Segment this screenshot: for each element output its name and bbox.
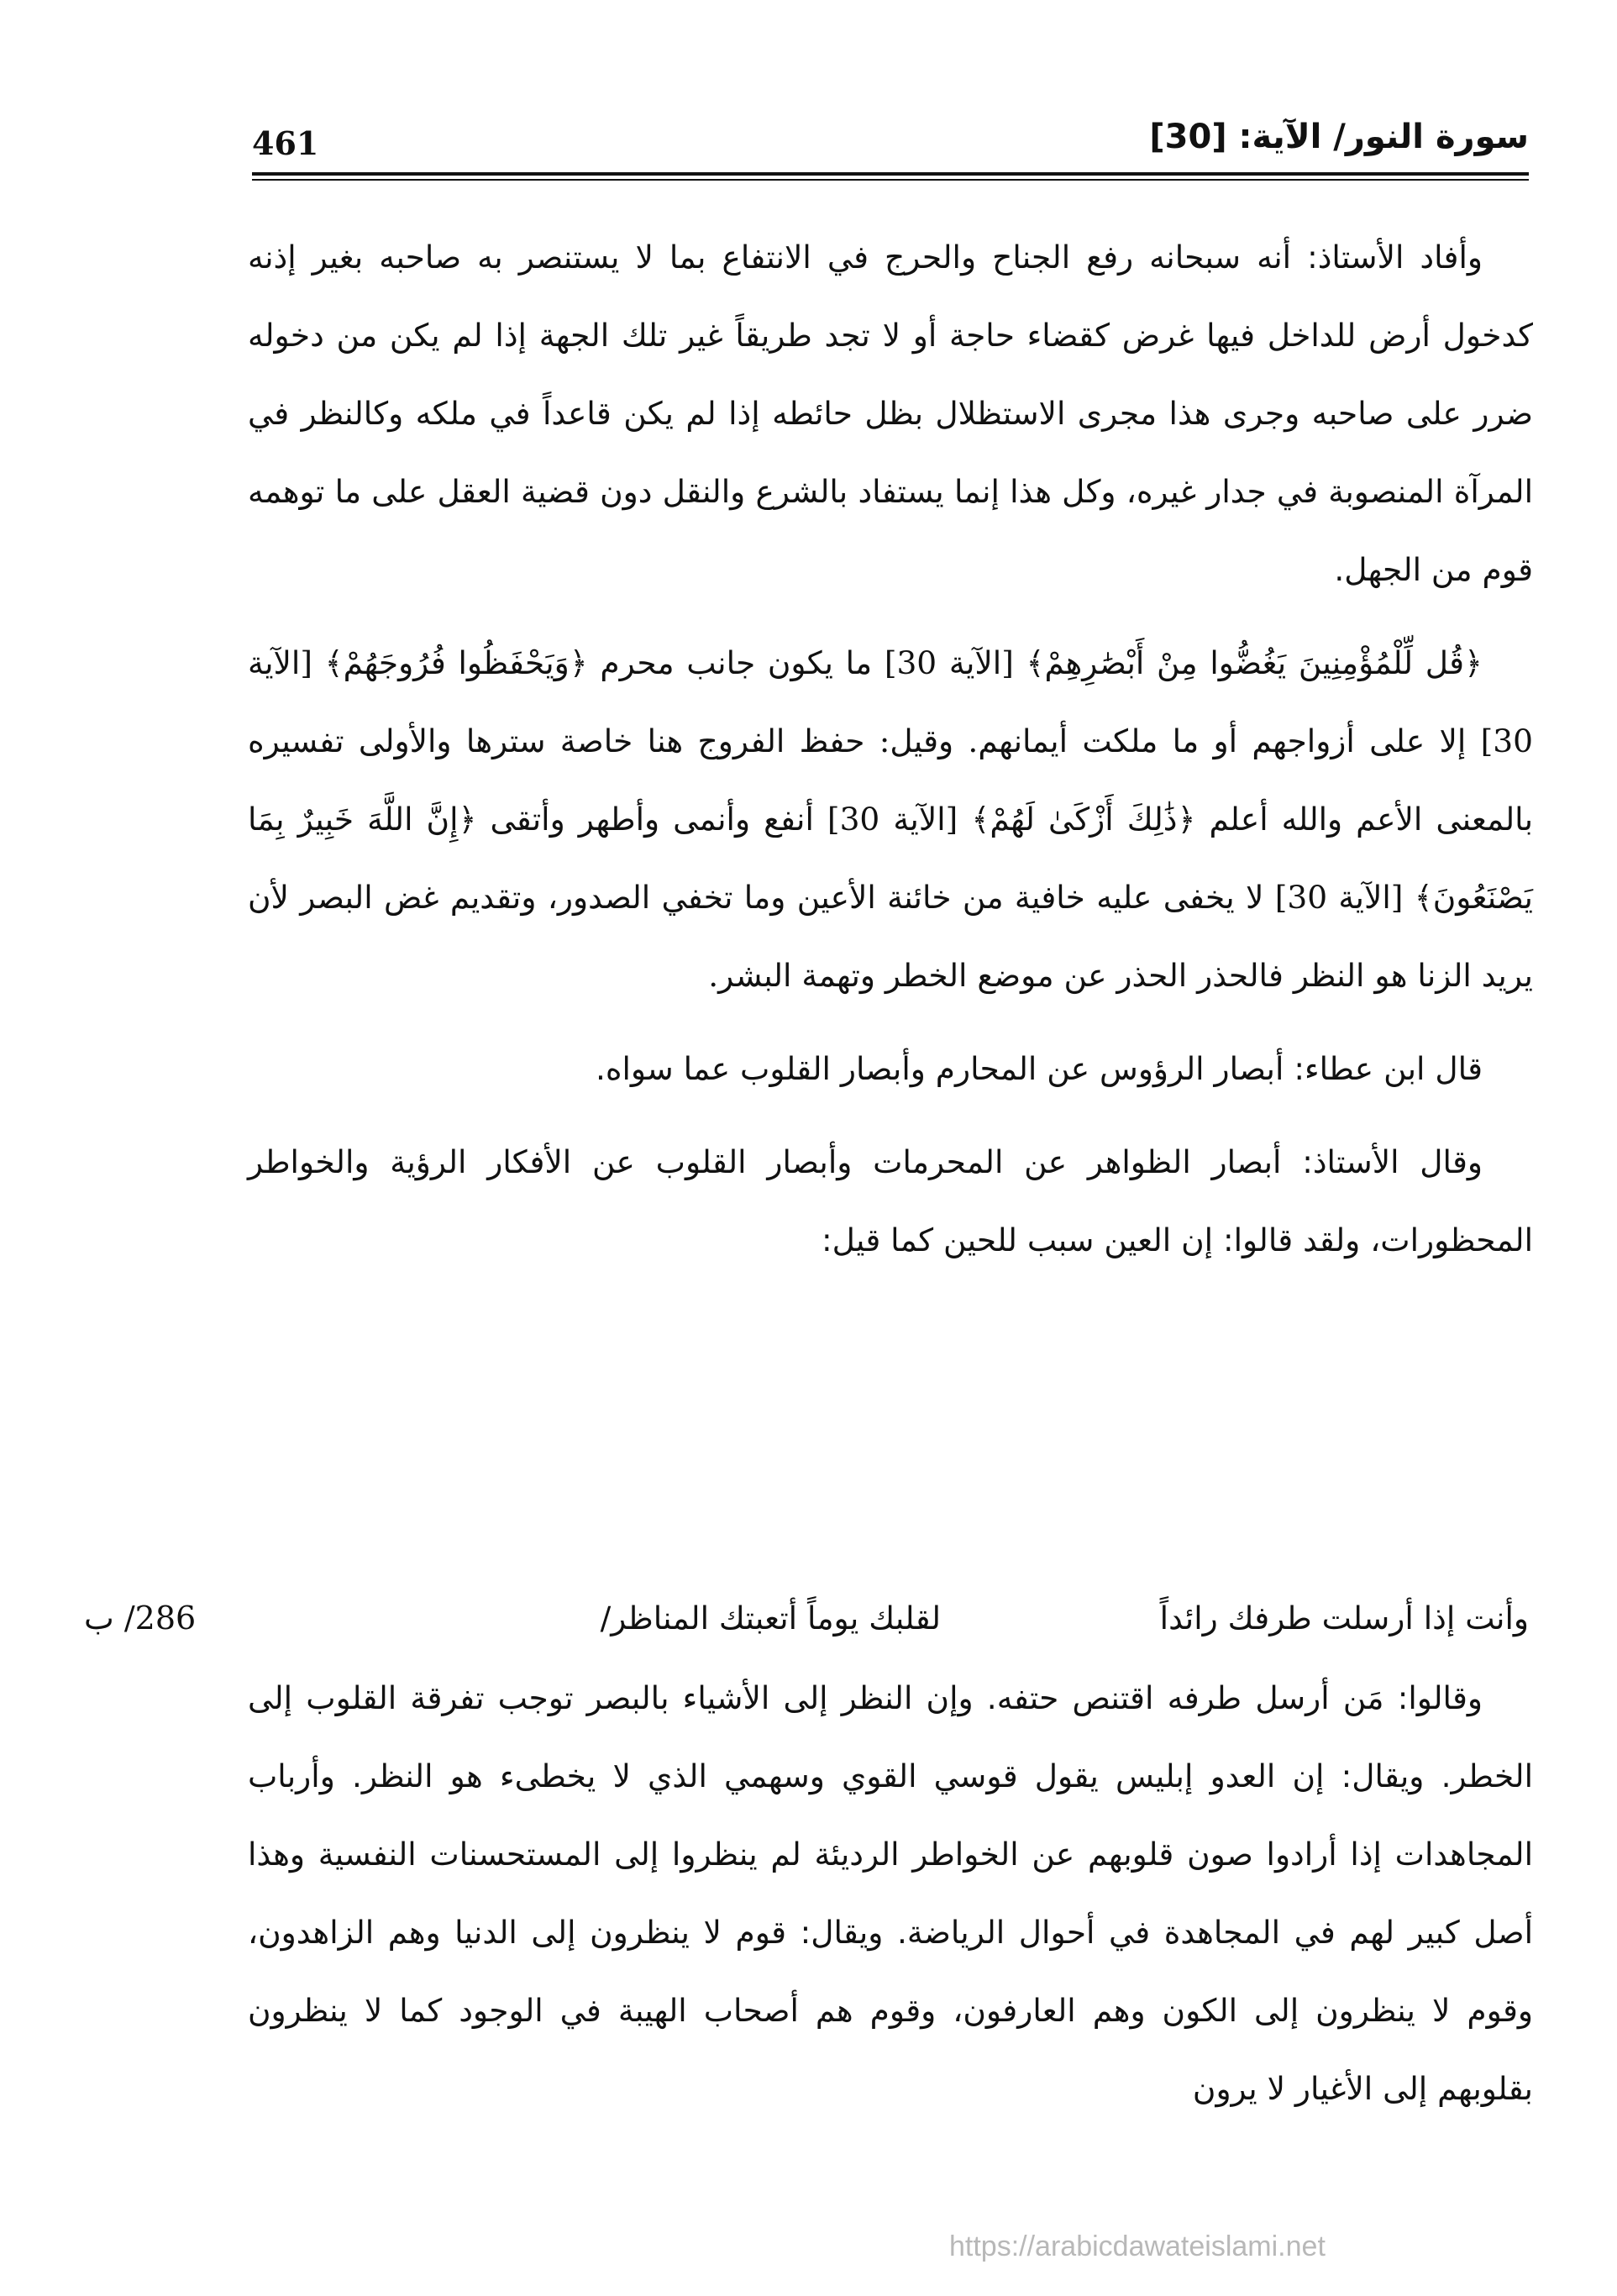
manuscript-folio-note: 286/ ب (84, 1600, 197, 1637)
main-text-continued (248, 1659, 1533, 2128)
main-text (248, 218, 1533, 1279)
page-number: 461 (252, 124, 319, 162)
header-rule-thin (252, 179, 1529, 181)
watermark-url: https://arabicdawateislami.net (949, 2230, 1326, 2262)
paragraph-ustadh-said: وقال الأستاذ: أبصار الظواهر عن المحرمات وأبصار القلوب عن الأفكار الرؤية والخواطر المحظورات، ولقد قالوا: إن العين سبب للحين كما قيل: (248, 1143, 1533, 1258)
poetry-verse (84, 1579, 1529, 1658)
paragraph-ustadh-benefit: وأفاد الأستاذ: أنه سبحانه رفع الجناح والحرج في الانتفاع بما لا يستنصر به صاحبه بغير إذنه كدخول أرض للداخل فيها غرض كقضاء حاجة أو لا تجد طريقاً غير تلك الجهة إذا لم يكن من دخوله ضرر على صاحبه وجرى هذا مجرى الاستظلال بظل حائطه إذا لم يكن قاعداً في ملكه وكالنظر في المرآة المنصوبة في جدار غيره، وكل هذا إنما يستفاد بالشرع والنقل دون قضية العقل على ما توهمه قوم من الجهل. (248, 239, 1533, 588)
verse-first-hemistich: وأنت إذا أرسلت طرفك رائداً (1159, 1600, 1529, 1637)
paragraph-they-said: وقالوا: مَن أرسل طرفه اقتنص حتفه. وإن النظر إلى الأشياء بالبصر توجب تفرقة القلوب إلى الخطر. ويقال: إن العدو إبليس يقول قوسي القوي وسهمي الذي لا يخطىء هو النظر. وأرباب المجاهدات إذا أرادوا صون قلوبهم عن الخواطر الرديئة لم ينظروا إلى المستحسنات النفسية وهذا أصل كبير لهم في المجاهدة في أحوال الرياضة. ويقال: قوم لا ينظرون إلى الدنيا وهم الزاهدون، وقوم لا ينظرون إلى الكون وهم العارفون، وقوم هم أصحاب الهيبة في الوجود كما لا ينظرون بقلوبهم إلى الأغيار لا يرون (248, 1679, 1533, 2107)
header-rule-thick (252, 172, 1529, 176)
page-header (252, 118, 1529, 170)
running-title: سورة النور/ الآية: [30] (1149, 118, 1529, 156)
verse-second-hemistich: لقلبك يوماً أتعبتك المناظر/ (600, 1600, 941, 1637)
paragraph-ibn-ata: قال ابن عطاء: أبصار الرؤوس عن المحارم وأبصار القلوب عما سواه. (595, 1050, 1483, 1087)
paragraph-quran-commentary: ﴿قُل لِّلْمُؤْمِنِينَ يَغُضُّوا مِنْ أَبْصَٰرِهِمْ﴾ [الآية 30] ما يكون جانب محرم ﴿وَيَحْفَظُوا فُرُوجَهُمْ﴾ [الآية 30] إلا على أزواجهم أو ما ملكت أيمانهم. وقيل: حفظ الفروج هنا خاصة سترها والأولى تفسيره بالمعنى الأعم والله أعلم ﴿ذَٰلِكَ أَزْكَىٰ لَهُمْ﴾ [الآية 30] أنفع وأنمى وأطهر وأتقى ﴿إِنَّ اللَّهَ خَبِيرٌ بِمَا يَصْنَعُونَ﴾ [الآية 30] لا يخفى عليه خافية من خائنة الأعين وما تخفي الصدور، وتقديم غض البصر لأن يريد الزنا هو النظر فالحذر الحذر عن موضع الخطر وتهمة البشر. (248, 644, 1533, 994)
